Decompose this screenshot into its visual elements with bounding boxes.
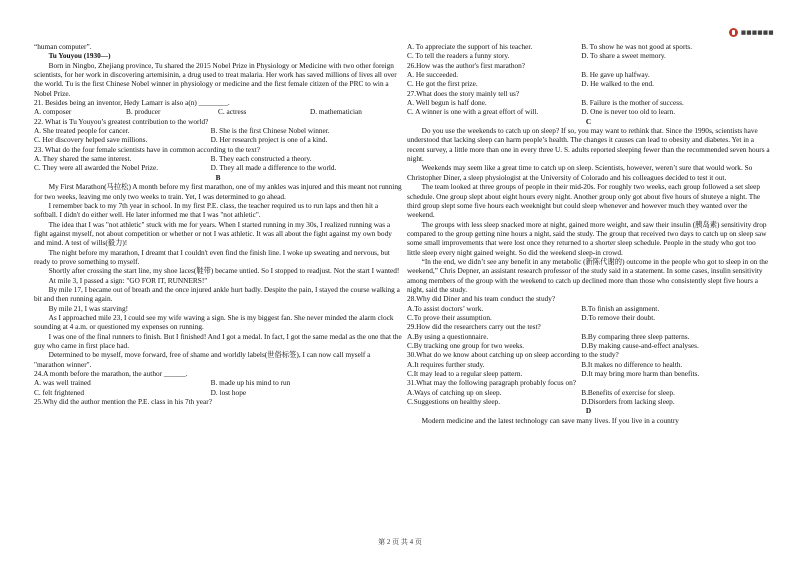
question-25-options-row-2	[407, 51, 770, 60]
passage-b-paragraph: By mile 21, I was starving!	[48, 303, 129, 313]
passage-c-paragraph: The team looked at three groups of people in their mid-20s. For roughly two weeks, each group followed a set sleep schedule. One group slept about eight hours every night. Another group only got about five hours of shuteye a night. The third group slept some five hours each weeknight but could sleep whenever and however much they wanted over the weekend.	[407, 182, 761, 220]
question-30: 30.What do we know about catching up on sleep according to the study?	[407, 350, 619, 360]
right-column	[407, 42, 770, 425]
section-b-heading: B	[215, 172, 221, 182]
passage-b-paragraph: My First Marathon(马拉松) A month before my first marathon, one of my ankles was injured and this meant not running for two weeks, leaving me only two weeks to train. Yet, I was determined to go ahead.	[34, 182, 402, 201]
question-21: 21. Besides being an inventor, Hedy Lamarr is also a(n) ________.	[34, 98, 230, 108]
passage-c-paragraph: The groups with less sleep snacked more at night, gained more weight, and saw their insulin (胰岛素) sensitivity drop compared to the group getting nine hours a night, said the study. The group that received two days to catch up on sleep saw some small improvements that were lost once they returned to a shorter sleep schedule. People in the study who got too little sleep every night gained weight. So did the weekend sleep-in crowd.	[407, 219, 767, 257]
section-c-heading: C	[585, 116, 592, 126]
question-22-options-row-2	[34, 135, 402, 144]
question-31-options-row-2	[407, 397, 770, 406]
option: B. Failure is the mother of success.	[581, 98, 684, 108]
option: D. They all made a difference to the world.	[210, 163, 337, 173]
question-30-options-row-1	[407, 360, 770, 369]
option: C.It may lead to a regular sleep pattern.	[407, 369, 523, 379]
question-25: 25.Why did the author mention the P.E. class in his 7th year?	[34, 397, 212, 407]
option: B.It makes no difference to health.	[581, 359, 683, 369]
option: B. They each constructed a theory.	[210, 154, 312, 164]
option: D. lost hope	[210, 387, 247, 397]
question-29-options-row-1	[407, 332, 770, 341]
option: C.Suggestions on healthy sleep.	[407, 397, 501, 407]
question-27-options-row-2	[407, 107, 770, 116]
option: D. Her research project is one of a kind.	[210, 135, 328, 145]
option: A. He succeeded.	[407, 70, 459, 80]
option: B. made up his mind to run	[210, 378, 291, 388]
option: A. They shared the same interest.	[34, 154, 132, 164]
option: D. To share a sweet memory.	[581, 51, 666, 61]
option: C.To prove their assumption.	[407, 312, 492, 322]
question-22: 22. What is Tu Youyou’s greatest contribution to the world?	[34, 116, 209, 126]
option: B. producer	[126, 107, 161, 117]
passage-b-paragraph: Determined to be myself, move forward, free of shame and worldly labels(世俗标签), I can now call myself a "marathon winner".	[34, 350, 371, 369]
option: A.By using a questionnaire.	[407, 331, 489, 341]
question-22-options-row-1	[34, 126, 402, 135]
question-26: 26.How was the author's first marathon?	[407, 60, 526, 70]
option: D.Disorders from lacking sleep.	[581, 397, 675, 407]
tu-youyou-bio: Born in Ningbo, Zhejiang province, Tu shared the 2015 Nobel Prize in Physiology or Medicine with two other foreign scientists, for her work in discovering artemisinin, a drug used to treat malaria. Her work has saved millions of lives all over the world. Tu is the first Chinese Nobel winner in physiology or medicine and the first female citizen of the PRC to win a Nobel Prize.	[34, 60, 397, 98]
passage-b-paragraph: As I approached mile 23, I could see my wife waving a sign. She is my biggest fan. She never minded the alarm clock sounding at 4 a.m. or questioned my expenses on running.	[34, 312, 394, 332]
passage-b-paragraph: I was one of the final runners to finish. But I finished! And I got a medal. In fact, I got the same medal as the one that the guy who came in first place had.	[34, 331, 402, 350]
question-24: 24.A month before the marathon, the author ______.	[34, 369, 188, 379]
option: C. Her discovery helped save millions.	[34, 135, 148, 145]
option: A. She treated people for cancer.	[34, 126, 130, 136]
question-27-options-row-1	[407, 98, 770, 107]
section-d-heading: D	[585, 406, 592, 416]
question-23-options-row-2	[34, 163, 402, 172]
page-number: 第 2 页 共 4 页	[378, 538, 422, 546]
option: A. was well trained	[34, 378, 91, 388]
option: D.To remove their doubt.	[581, 312, 656, 322]
option: B. To show he was not good at sports.	[581, 42, 693, 51]
option: D. mathematician	[310, 107, 362, 117]
tu-youyou-heading: Tu Youyou (1930—)	[48, 51, 111, 61]
question-24-options-row-1	[34, 378, 402, 387]
left-column	[34, 42, 402, 406]
passage-d-paragraph: Modern medicine and the latest technology can save many lives. If you live in a country	[421, 415, 679, 425]
option: D.By making cause-and-effect analyses.	[581, 341, 699, 350]
option: B. She is the first Chinese Nobel winner.	[210, 126, 330, 136]
option: C. They were all awarded the Nobel Prize.	[34, 163, 159, 173]
question-26-options-row-1	[407, 70, 770, 79]
option: D. He walked to the end.	[581, 79, 654, 89]
question-23: 23. What do the four female scientists have in common according to the text?	[34, 144, 261, 154]
passage-c-paragraph: Do you use the weekends to catch up on sleep? If so, you may want to rethink that. Since the 1990s, scientists have understood that lacking sleep can harm people’s health. The changes it causes can lead to obesity and diabetes. Yet in a recent survey, a little more than one in every three U. S. adults reported sleeping fewer than the recommended seven hours a night.	[407, 126, 770, 164]
option: C. He got the first prize.	[407, 79, 478, 89]
passage-c-paragraph: Weekends may seem like a great time to catch up on sleep. Scientists, however, weren’t sure that would work. So Christopher Diner, a sleep physiologist at the University of Colorado and his colleagues decided to test it out.	[407, 163, 753, 182]
question-25-options-row-1	[407, 42, 770, 51]
question-26-options-row-2	[407, 79, 770, 88]
option: C. A winner is one with a great effort of will.	[407, 107, 539, 117]
question-28-options-row-1	[407, 304, 770, 313]
question-31: 31.What may the following paragraph probably focus on?	[407, 378, 576, 388]
option: D. One is never too old to learn.	[581, 107, 676, 117]
option: A. To appreciate the support of his teacher.	[407, 42, 533, 51]
option: A. Well begun is half done.	[407, 98, 487, 108]
option: A.It requires further study.	[407, 359, 485, 369]
option: A. composer	[34, 107, 72, 117]
passage-b-paragraph: At mile 3, I passed a sign: "GO FOR IT, RUNNERS!"	[48, 275, 208, 285]
question-31-options-row-1	[407, 388, 770, 397]
passage-a-text: “human computer”.	[34, 42, 92, 51]
question-24-options-row-2	[34, 388, 402, 397]
option: B.Benefits of exercise for sleep.	[581, 387, 675, 397]
option: C. felt frightened	[34, 387, 85, 397]
question-28: 28.Why did Diner and his team conduct the study?	[407, 294, 556, 304]
passage-b-paragraph: I remember back to my 7th year in school. In my first P.E. class, the teacher required us to run laps and then hit a softball. I didn't do either well. He later informed me that I was "not athletic".	[34, 200, 379, 220]
option: D.It may bring more harm than benefits.	[581, 369, 700, 379]
question-23-options-row-1	[34, 154, 402, 163]
question-29: 29.How did the researchers carry out the test?	[407, 322, 541, 332]
question-28-options-row-2	[407, 313, 770, 322]
passage-c-paragraph: “In the end, we didn’t see any benefit in any metabolic (新陈代谢的) outcome in the people who got to sleep in on the weekend,” Chris Depner, an assistant research professor of the study said in a statement. In some cases, insulin sensitivity among members of the group with the weekend to catch up declined more than those who consistently slept five hours a night, said the study.	[407, 256, 769, 294]
option: C. actress	[218, 107, 247, 117]
option: B. He gave up halfway.	[581, 70, 650, 80]
passage-b-paragraph: By mile 17, I became out of breath and the once injured ankle hurt badly. Despite the pain, I stayed the course walking a bit and then running again.	[34, 284, 400, 304]
option: B.By comparing three sleep patterns.	[581, 331, 690, 341]
option: B.To finish an assignment.	[581, 303, 660, 313]
question-27: 27.What does the story mainly tell us?	[407, 88, 520, 98]
passage-b-paragraph: The idea that I was "not athletic" stuck with me for years. When I started running in my 30s, I realized running was a fight against myself, not about competition or whether or not I was athletic. It was all about the fight against my own body and mind. A test of wills(毅力)!	[34, 219, 392, 248]
option: A.Ways of catching up on sleep.	[407, 387, 502, 397]
option: C. To tell the readers a funny story.	[407, 51, 510, 61]
school-logo-text: ⬛⬛⬛⬛⬛⬛	[741, 30, 774, 35]
question-29-options-row-2	[407, 341, 770, 350]
passage-b-paragraph: Shortly after crossing the start line, my shoe laces(鞋带) became untied. So I stopped to readjust. Not the start I wanted!	[48, 266, 400, 276]
school-emblem-icon	[729, 28, 738, 37]
option: C.By tracking one group for two weeks.	[407, 341, 525, 350]
question-30-options-row-2	[407, 369, 770, 378]
question-21-options	[34, 107, 402, 116]
option: A.To assist doctors’ work.	[407, 303, 484, 313]
school-logo	[729, 28, 774, 37]
passage-b-paragraph: The night before my marathon, I dreamt that I couldn't even find the finish line. I woke up sweating and nervous, but ready to prove something to myself.	[34, 247, 390, 266]
